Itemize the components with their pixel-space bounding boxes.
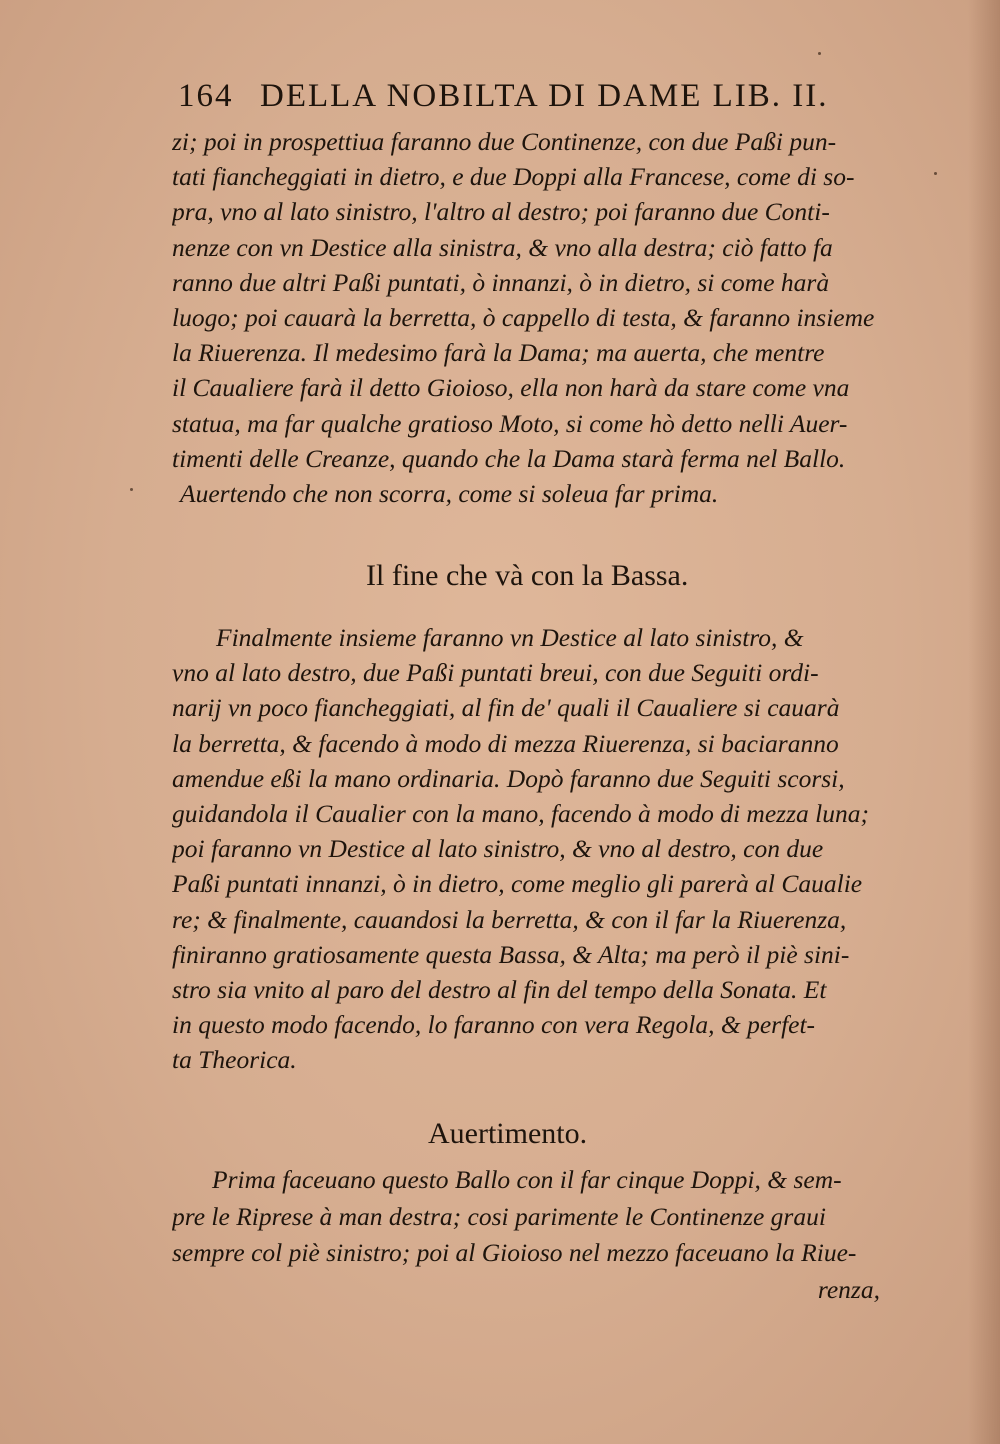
page-number: 164 [178, 78, 234, 114]
running-title: DELLA NOBILTA DI DAME LIB. II. [260, 78, 829, 114]
section-heading-fine: Il fine che và con la Bassa. [366, 559, 689, 592]
text-line: finiranno gratiosamente questa Bassa, & Alta; ma però il piè sini- [172, 939, 850, 969]
paragraph-fine [172, 620, 906, 1077]
text-line: timenti delle Creanze, quando che la Dama starà ferma nel Ballo. [172, 443, 846, 473]
text-line: re; & finalmente, cauandosi la berretta, & con il far la Riuerenza, [172, 904, 847, 934]
text-line: Auertendo che non scorra, come si soleua far prima. [180, 478, 719, 508]
ink-speck [818, 52, 821, 55]
text-line: in questo modo facendo, lo faranno con vera Regola, & perfet- [172, 1010, 816, 1040]
text-line: tati fiancheggiati in dietro, e due Doppi alla Francese, come di so- [172, 162, 855, 192]
text-line: Paßi puntati innanzi, ò in dietro, come meglio gli parerà al Caualie [172, 869, 863, 899]
text-line: la berretta, & facendo à modo di mezza Riuerenza, si baciaranno [172, 728, 839, 758]
text-line: statua, ma far qualche gratioso Moto, si come hò detto nelli Auer- [172, 408, 848, 438]
text-line: zi; poi in prospettiua faranno due Continenze, con due Paßi pun- [172, 127, 837, 156]
text-line: sempre col piè sinistro; poi al Gioioso nel mezzo faceuano la Riue- [172, 1238, 857, 1267]
paragraph-gioioso [172, 124, 906, 511]
text-line: pra, vno al lato sinistro, l'altro al destro; poi faranno due Conti- [172, 197, 830, 227]
text-line: poi faranno vn Destice al lato sinistro, & vno al destro, con due [172, 834, 824, 864]
text-line: ranno due altri Paßi puntati, ò innanzi, ò in dietro, si come harà [172, 267, 830, 297]
text-line: Prima faceuano questo Ballo con il far cinque Doppi, & sem- [212, 1165, 842, 1194]
text-line: stro sia vnito al paro del destro al fin del tempo della Sonata. Et [172, 974, 827, 1004]
text-line: vno al lato destro, due Paßi puntati breui, con due Seguiti ordi- [172, 658, 819, 688]
page-edge-shadow [968, 0, 1000, 1444]
text-line: la Riuerenza. Il medesimo farà la Dama; ma auerta, che mentre [172, 338, 825, 368]
page-header [178, 78, 858, 118]
section-heading-auertimento: Auertimento. [428, 1117, 588, 1150]
ink-speck [130, 488, 133, 491]
text-line: il Caualiere farà il detto Gioioso, ella non harà da stare come vna [172, 373, 850, 403]
text-line: amendue eßi la mano ordinaria. Dopò faranno due Seguiti scorsi, [172, 763, 845, 793]
text-line: narij vn poco fiancheggiati, al fin de' quali il Caualiere si cauarà [172, 693, 840, 723]
text-line: guidandola il Caualier con la mano, facendo à modo di mezza luna; [172, 798, 869, 828]
paragraph-auertimento [172, 1162, 906, 1308]
catchword: renza, [817, 1274, 880, 1304]
text-line: luogo; poi cauarà la berretta, ò cappello di testa, & faranno insieme [172, 302, 875, 332]
text-line: pre le Riprese à man destra; cosi parimente le Continenze graui [172, 1201, 826, 1231]
text-line: ta Theorica. [172, 1045, 297, 1075]
text-line: nenze con vn Destice alla sinistra, & vno alla destra; ciò fatto fa [172, 232, 833, 262]
text-line: Finalmente insieme faranno vn Destice al lato sinistro, & [216, 623, 804, 652]
ink-speck [934, 172, 937, 175]
